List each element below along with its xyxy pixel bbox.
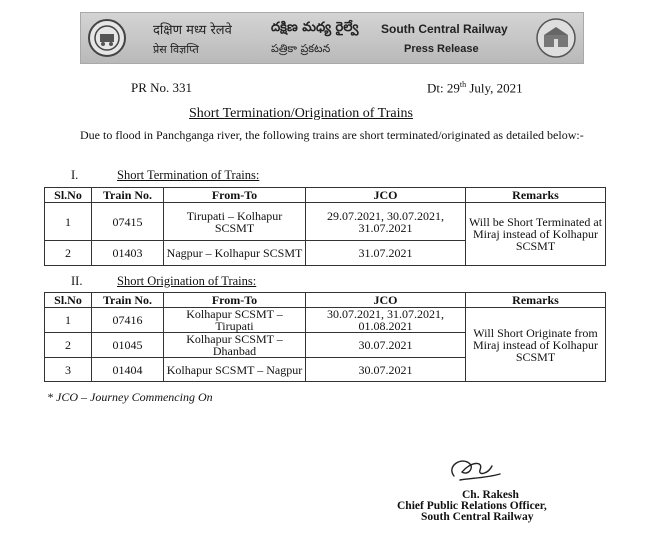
release-date: Dt: 29th July, 2021	[427, 80, 523, 96]
table-row	[45, 203, 606, 241]
cell-train-no: 07415	[92, 203, 164, 241]
cell-train-no: 01404	[92, 358, 164, 382]
cell-slno: 1	[45, 203, 92, 241]
banner-english-release: Press Release	[404, 43, 479, 55]
press-release-banner	[80, 12, 584, 64]
banner-telugu-name: దక్షిణ మధ్య రైల్వే	[271, 20, 359, 35]
cell-slno: 2	[45, 333, 92, 358]
header-from-to: From-To	[164, 293, 306, 308]
station-building-icon	[535, 17, 577, 59]
cell-train-no: 07416	[92, 308, 164, 333]
header-slno: Sl.No	[45, 188, 92, 203]
header-train-no: Train No.	[92, 188, 164, 203]
banner-hindi-name: दक्षिण मध्य रेलवे	[153, 23, 232, 38]
header-remarks: Remarks	[466, 188, 606, 203]
jco-footnote: * JCO – Journey Commencing On	[47, 390, 213, 404]
cell-jco: 29.07.2021, 30.07.2021, 31.07.2021	[306, 203, 466, 241]
cell-from-to: Kolhapur SCSMT – Tirupati	[164, 308, 306, 333]
cell-remarks: Will be Short Terminated at Miraj instead of Kolhapur SCSMT	[466, 203, 606, 266]
banner-telugu-release: పత్రికా ప్రకటన	[271, 42, 331, 55]
table-row	[45, 308, 606, 333]
banner-english-name: South Central Railway	[381, 22, 508, 36]
banner-hindi-release: प्रेस विज्ञप्ति	[153, 43, 199, 56]
cell-jco: 30.07.2021	[306, 333, 466, 358]
cell-jco: 31.07.2021	[306, 241, 466, 266]
press-release-number: PR No. 331	[131, 80, 193, 95]
cell-remarks: Will Short Originate from Miraj instead of Kolhapur SCSMT	[466, 308, 606, 382]
cell-jco: 30.07.2021	[306, 358, 466, 382]
table-header-row	[45, 293, 606, 308]
cell-slno: 2	[45, 241, 92, 266]
header-remarks: Remarks	[466, 293, 606, 308]
origination-table	[44, 292, 606, 382]
signature-icon	[440, 452, 506, 486]
header-from-to: From-To	[164, 188, 306, 203]
cell-slno: 1	[45, 308, 92, 333]
cell-from-to: Kolhapur SCSMT – Dhanbad	[164, 333, 306, 358]
railway-emblem-icon	[87, 18, 127, 58]
header-train-no: Train No.	[92, 293, 164, 308]
header-slno: Sl.No	[45, 293, 92, 308]
cell-train-no: 01045	[92, 333, 164, 358]
cell-jco: 30.07.2021, 31.07.2021, 01.08.2021	[306, 308, 466, 333]
cell-from-to: Kolhapur SCSMT – Nagpur	[164, 358, 306, 382]
page-title: Short Termination/Origination of Trains	[189, 106, 413, 121]
cell-slno: 3	[45, 358, 92, 382]
header-jco: JCO	[306, 188, 466, 203]
section-heading-origination: II. Short Origination of Trains:	[71, 274, 257, 288]
signatory-name: Ch. Rakesh	[462, 489, 519, 501]
signatory-designation: Chief Public Relations Officer,	[397, 500, 547, 512]
cell-from-to: Nagpur – Kolhapur SCSMT	[164, 241, 306, 266]
table-header-row	[45, 188, 606, 203]
termination-table	[44, 187, 606, 266]
cell-train-no: 01403	[92, 241, 164, 266]
section-heading-termination: I. Short Termination of Trains:	[71, 168, 260, 182]
signatory-organization: South Central Railway	[421, 511, 534, 523]
intro-paragraph: Due to flood in Panchganga river, the following trains are short terminated/originated as detailed below:-	[80, 128, 584, 142]
header-jco: JCO	[306, 293, 466, 308]
cell-from-to: Tirupati – Kolhapur SCSMT	[164, 203, 306, 241]
